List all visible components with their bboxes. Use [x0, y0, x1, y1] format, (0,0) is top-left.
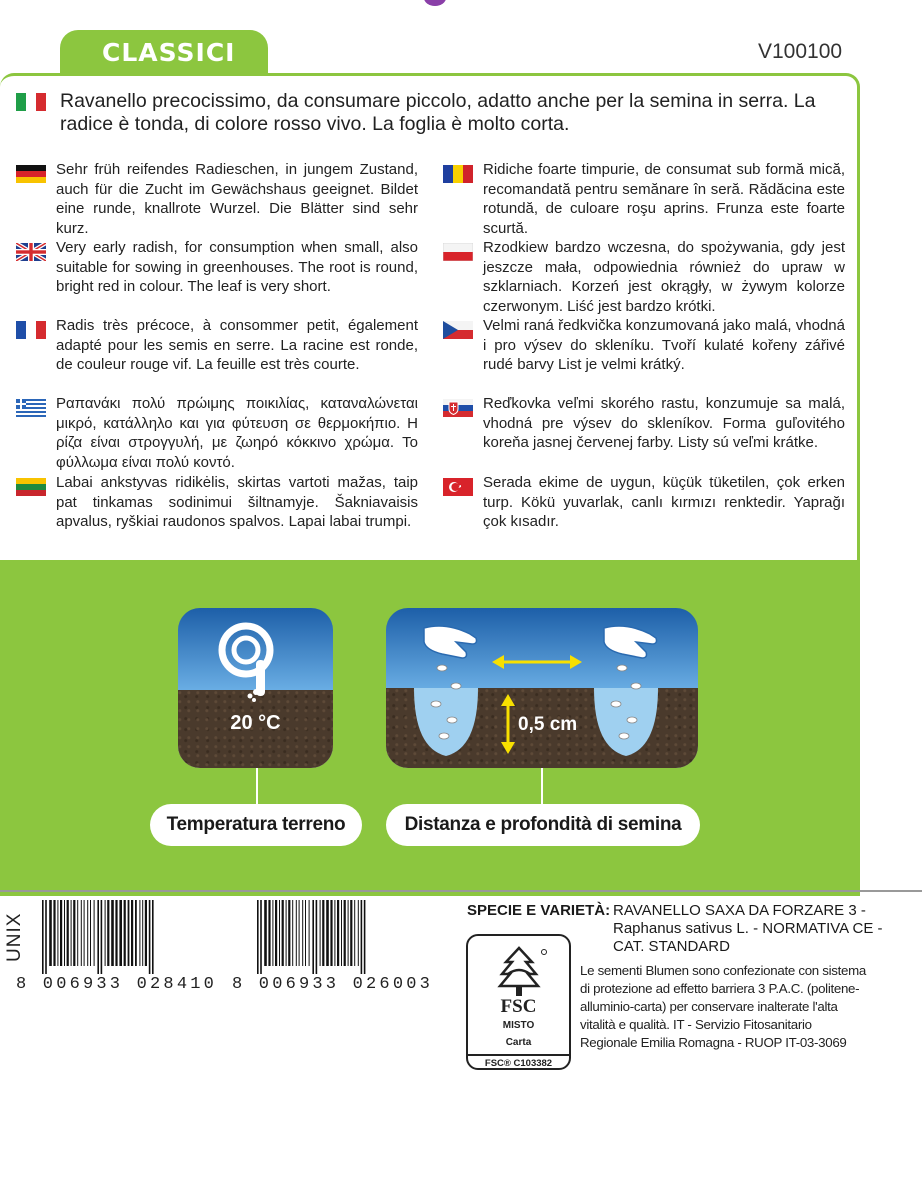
fsc-badge [466, 934, 571, 1070]
fsc-misto: MISTO [502, 1020, 535, 1031]
czech-description: Velmi raná ředkvička konzumovaná jako malá, vhodná i pro výsev do skleníku. Tvoří kulaté kořeny zářivé rudé barvy List je velmi krátký. [483, 317, 845, 373]
temperature-connector [256, 768, 258, 806]
polish-description: Rzodkiew bardzo wczesna, do spożywania, gdy jest jeszcze mała, odpowiednia również do upraw w szklarniach. Korzeń jest okrągły, w żywym kolorze czerwonym. Liść jest bardzo krótki. [483, 239, 845, 315]
flag-lithuania-icon [16, 478, 46, 496]
distance-label: Distanza e profondità di semina [386, 804, 700, 846]
footer-divider [0, 890, 922, 892]
flag-slovakia-icon [443, 399, 473, 417]
flag-france-icon [16, 321, 46, 339]
flag-poland-icon [443, 243, 473, 261]
product-code: V100100 [758, 40, 843, 63]
flag-romania-icon [443, 165, 473, 183]
fsc-code: FSC® C103382 [468, 1054, 569, 1069]
barcode-1-number: 8 006933 028410 [16, 975, 218, 994]
sowing-depth-card [386, 608, 698, 768]
packaging-notice: Le sementi Blumen sono confezionate con sistema di protezione ad effetto barriera 3 P.A.C. (politene-alluminio-carta) per conservare inalterate l'alta vitalità e qualità. IT - Servizio Fitosanitario Regionale Emilia Romagna - RUOP IT-03-3069 [580, 963, 866, 1050]
species-text: RAVANELLO SAXA DA FORZARE 3 - Raphanus sativus L. - NORMATIVA CE - CAT. STANDARD [613, 902, 883, 955]
temperature-label: Temperatura terreno [150, 804, 362, 846]
fsc-carta: Carta [505, 1037, 532, 1048]
temperature-value: 20 °C [230, 712, 281, 734]
left-hand-icon [424, 626, 477, 658]
flag-italy-icon [16, 93, 46, 111]
barcode-2 [253, 900, 433, 974]
depth-value: 0,5 cm [518, 714, 578, 735]
category-tab-label: CLASSICI [102, 38, 236, 67]
lithuanian-description: Labai ankstyvas ridikėlis, skirtas vartoti mažas, taip pat tinkamas sodinimui šiltnamyje. Šakniavaisis apvalus, ryškiai raudonos spalvos. Lapai labai trumpi. [56, 474, 418, 530]
right-hand-icon [604, 626, 657, 658]
italian-description: Ravanello precocissimo, da consumare piccolo, adatto anche per la semina in serra. La radice è tonda, di colore rosso vivo. La foglia è molto corta. [60, 90, 816, 135]
flag-germany-icon [16, 165, 46, 183]
german-description: Sehr früh reifendes Radieschen, in jungem Zustand, auch für die Zucht im Gewächshaus geeignet. Bildet eine runde, knallrote Wurzel. Die Blätter sind sehr kurz. [56, 161, 418, 237]
romanian-description: Ridiche foarte timpurie, de consumat sub formă mică, recomandată pentru semănare în seră. Rădăcina este rotundă, de culoare roşu aprins. Frunza este foarte scurtă. [483, 161, 845, 237]
flag-czech-icon [443, 321, 473, 339]
thermometer-icon [208, 620, 288, 708]
species-label: SPECIE E VARIETÀ: [467, 902, 611, 919]
depth-arrow-icon [501, 694, 515, 754]
temperature-card [178, 608, 333, 768]
right-hole [594, 688, 658, 756]
fsc-name: FSC [500, 996, 537, 1017]
flag-greece-icon [16, 399, 46, 417]
flag-uk-icon [16, 243, 46, 261]
french-description: Radis très précoce, à consommer petit, également adapté pour les semis en serre. La racine est ronde, de couleur rouge vif. La feuille est très courte. [56, 317, 418, 373]
english-description: Very early radish, for consumption when small, also suitable for sowing in greenhouses. The root is round, bright red in colour. The leaf is very short. [56, 239, 418, 295]
slovak-description: Reďkovka veľmi skorého rastu, konzumuje sa malá, vhodná pre výsev do skleníkov. Forma guľovitého koreňa jasnej červenej farby. Listy sú veľmi krátke. [483, 395, 845, 451]
unix-mark: UNIX [4, 912, 25, 962]
flag-turkey-icon [443, 478, 473, 496]
category-tab [60, 30, 268, 78]
distance-arrow-icon [492, 655, 582, 669]
top-accent-dot [424, 0, 446, 6]
sowing-diagram [386, 608, 698, 768]
distance-connector [541, 768, 543, 806]
barcode-2-number: 8 006933 026003 [232, 975, 434, 994]
fsc-tree-icon [488, 944, 550, 1000]
turkish-description: Serada ekime de uygun, küçük tüketilen, çok erken turp. Kökü yuvarlak, canlı kırmızı renktedir. Yaprağı çok kısadır. [483, 474, 845, 530]
left-hole [414, 688, 478, 756]
greek-description: Ραπανάκι πολύ πρώιμης ποικιλίας, καταναλώνεται μικρό, κατάλληλο και για φύτευση σε θερμοκήπιο. Η ρίζα είναι στρογγυλή, με ζωηρό κόκκινο χρώμα. Το φύλλωμα είναι πολύ κοντό. [56, 395, 418, 471]
barcode-1 [38, 900, 218, 974]
